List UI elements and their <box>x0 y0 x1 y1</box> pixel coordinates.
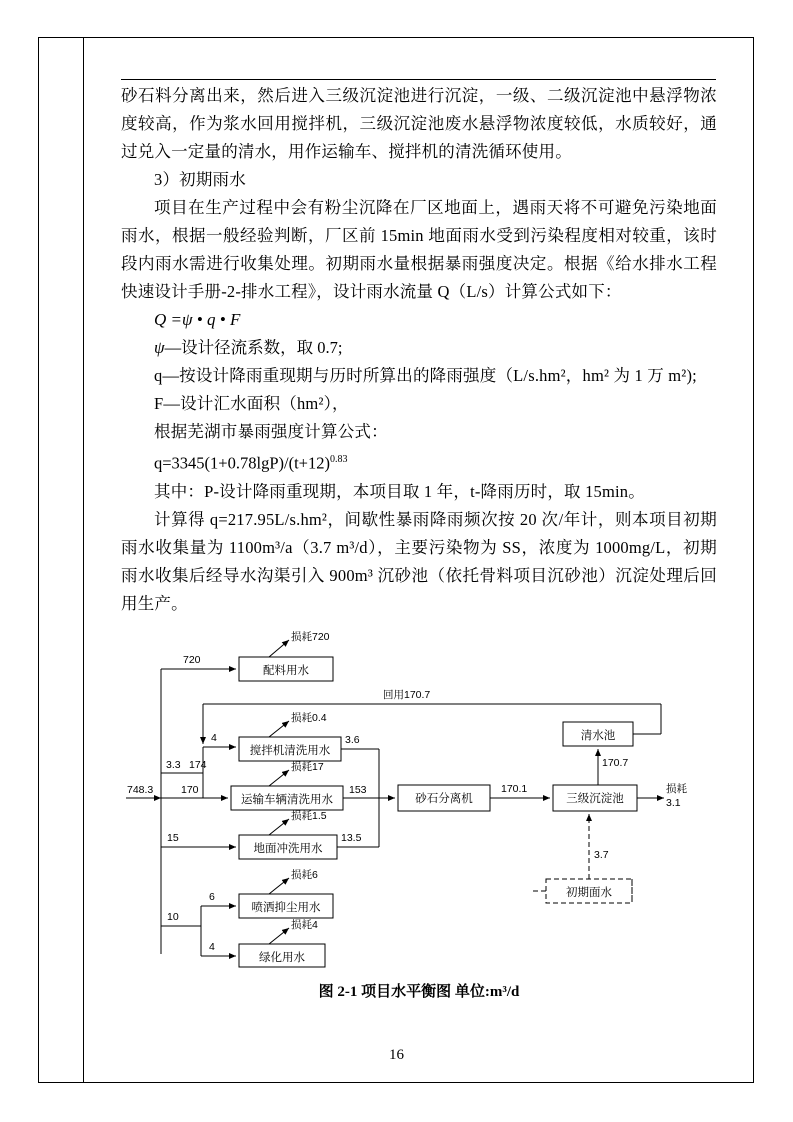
definition-psi-text: —设计径流系数，取 0.7; <box>164 338 343 357</box>
paragraph-2: 项目在生产过程中会有粉尘沉降在厂区地面上，遇雨天将不可避免污染地面雨水，根据一般经验判断，厂区前 15min 地面雨水受到污染程度相对较重，该时段内雨水需进行收集处理。初期雨水量根据暴雨强度决定。根据《给水排水工程快速设计手册-2-排水工程》，设计雨水流量 Q（L/s）计算公式如下： <box>121 198 717 301</box>
page-content <box>121 82 717 1000</box>
flow-branch-33: 3.3 <box>166 758 181 771</box>
loss-spray: 损耗6 <box>291 868 318 881</box>
flow-to-green: 4 <box>209 940 215 953</box>
formula-main-line <box>121 306 717 334</box>
formula-rain-exponent: 0.83 <box>329 454 348 465</box>
paragraph-1: 砂石料分离出来，然后进入三级沉淀池进行沉淀，一级、二级沉淀池中悬浮物浓度较高，作为浆水回用搅拌机，三级沉淀池废水悬浮物浓度较低，水质较好，通过兑入一定量的清水，用作运输车、搅拌机的清洗循环使用。 <box>121 86 717 161</box>
water-balance-diagram <box>121 626 717 1000</box>
flow-to-mixer: 4 <box>211 731 217 744</box>
flow-clear-out: 170.7 <box>602 756 629 769</box>
box-label-truck-wash: 运输车辆清洗用水 <box>241 793 333 806</box>
definition-f: F—设计汇水面积（hm²）， <box>154 394 349 413</box>
loss-mixer: 损耗0.4 <box>291 711 327 724</box>
flow-truck-out: 153 <box>349 783 367 796</box>
note-line: 其中：P-设计降雨重现期，本项目取 1 年，t-降雨历时，取 15min。 <box>154 481 645 501</box>
flow-to-material: 720 <box>183 653 201 666</box>
box-label-sedimentation: 三级沉淀池 <box>566 792 624 805</box>
flow-input-total: 748.3 <box>127 783 154 796</box>
flow-reuse: 回用170.7 <box>383 688 431 701</box>
box-label-mixer-wash: 搅拌机清洗用水 <box>249 744 331 757</box>
flow-to-truck: 170 <box>181 783 199 796</box>
flow-separator-out: 170.1 <box>501 782 528 795</box>
flow-rain-in: 3.7 <box>594 848 609 861</box>
box-label-greening: 绿化用水 <box>259 951 305 964</box>
formula-rain: q=3345(1+0.78lgP)/(t+12) <box>154 453 330 473</box>
paragraph-heading-3: 3）初期雨水 <box>154 170 246 189</box>
box-label-sand-separator: 砂石分离机 <box>415 792 473 805</box>
header-rule <box>121 79 716 80</box>
page-margin-rule <box>83 37 84 1083</box>
box-label-clear-pool: 清水池 <box>580 729 616 742</box>
page-number: 16 <box>389 1047 404 1063</box>
box-label-ground-wash: 地面冲洗用水 <box>253 842 323 855</box>
loss-green: 损耗4 <box>291 918 318 931</box>
loss-ground: 损耗1.5 <box>291 809 327 822</box>
flow-to-spray-group: 10 <box>167 910 179 923</box>
formula-main: Q =ψ • q • F <box>154 310 241 329</box>
flow-ground-out: 13.5 <box>341 831 362 844</box>
psi-symbol: ψ <box>154 338 165 357</box>
loss-material: 损耗720 <box>291 630 330 643</box>
loss-sedimentation-value: 3.1 <box>666 796 681 809</box>
formula-rain-line <box>121 446 717 478</box>
figure-caption: 图 2-1 项目水平衡图 单位:m³/d <box>318 983 520 1000</box>
result-paragraph: 计算得 q=217.95L/s.hm²，间歇性暴雨降雨频次按 20 次/年计，则本项目初期雨水收集量为 1100m³/a（3.7 m³/d），主要污染物为 SS，浓度为 1000mg/L，初期雨水收集后经导水沟渠引入 900m³ 沉砂池（依托骨料项目沉砂池）沉淀处理后回用生产。 <box>121 509 717 613</box>
box-label-initial-rain: 初期面水 <box>566 886 612 899</box>
flow-branch-174: 174 <box>189 758 207 771</box>
definition-psi <box>121 334 717 362</box>
flow-mixer-out: 3.6 <box>345 733 360 746</box>
loss-truck: 损耗17 <box>291 760 324 773</box>
flow-to-spray: 6 <box>209 890 215 903</box>
rain-formula-intro: 根据芜湖市暴雨强度计算公式： <box>154 422 388 441</box>
box-label-mixing-material: 配料用水 <box>263 664 309 677</box>
flow-to-ground: 15 <box>167 831 179 844</box>
box-label-spray-dust: 喷洒抑尘用水 <box>251 901 321 914</box>
definition-q: q—按设计降雨重现期与历时所算出的降雨强度（L/s.hm²，hm² 为 1 万 m²); <box>154 366 697 385</box>
loss-sedimentation-label: 损耗 <box>666 782 687 795</box>
